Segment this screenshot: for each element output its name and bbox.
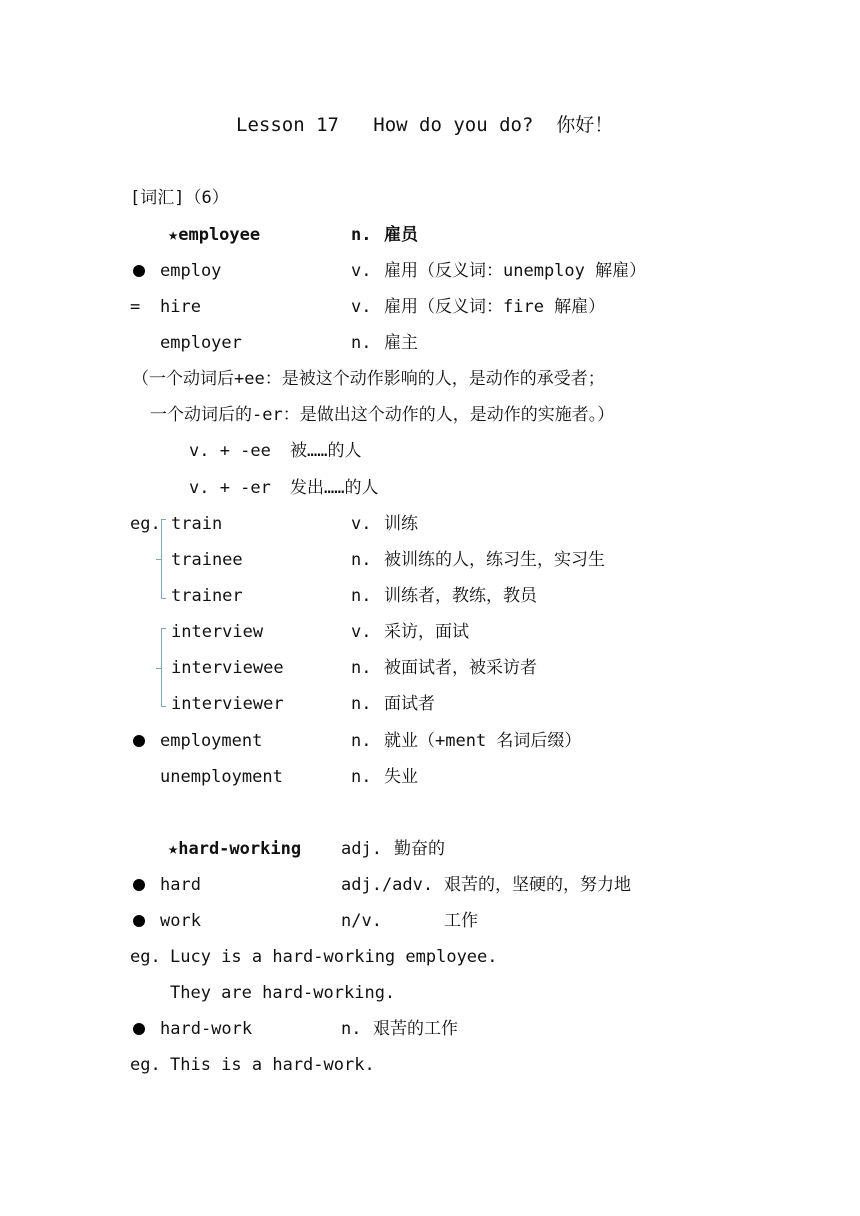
pos-interviewer: n. xyxy=(351,694,372,714)
marker-hire: = xyxy=(130,297,141,317)
headword-employee-meaning: 雇员 xyxy=(384,225,418,245)
bullet-work xyxy=(133,915,145,927)
meaning-trainer: 训练者，教练，教员 xyxy=(384,586,537,606)
meaning-employ: 雇用（反义词：unemploy 解雇） xyxy=(384,261,647,281)
meaning-employer: 雇主 xyxy=(384,333,418,353)
pos-interview: v. xyxy=(351,622,372,642)
pos-train: v. xyxy=(351,514,372,534)
note-line-1: （一个动词后+ee：是被这个动作影响的人，是动作的承受者； xyxy=(132,369,605,389)
pos-employment: n. xyxy=(351,731,372,751)
meaning-employment: 就业（+ment 名词后缀） xyxy=(384,731,582,751)
brace-tick xyxy=(161,598,166,599)
headword-employee-pos: n. xyxy=(351,225,372,245)
headword-hard-working-pos: adj. xyxy=(341,839,382,859)
meaning-unemployment: 失业 xyxy=(384,767,418,787)
pos-employ: v. xyxy=(351,261,372,281)
brace-tick xyxy=(156,559,161,560)
word-interviewee: interviewee xyxy=(171,658,284,678)
bullet-hard xyxy=(133,879,145,891)
bullet-hard-work xyxy=(133,1023,145,1035)
word-employer: employer xyxy=(160,333,242,353)
section-header: [词汇]（6） xyxy=(130,188,229,208)
meaning-hard: 艰苦的，坚硬的，努力地 xyxy=(444,875,631,895)
headword-employee: ★employee xyxy=(168,225,261,245)
brace-interview-group xyxy=(161,628,162,707)
meaning-trainee: 被训练的人，练习生，实习生 xyxy=(384,550,605,570)
example-2: They are hard-working. xyxy=(170,983,396,1003)
rule-ee-meaning: 被……的人 xyxy=(290,441,362,461)
brace-tick xyxy=(161,706,166,707)
rule-er-formula: v. + -er xyxy=(189,478,271,498)
page-title: Lesson 17 How do you do? 你好！ xyxy=(236,114,614,136)
word-work: work xyxy=(160,911,201,931)
meaning-hard-work: 艰苦的工作 xyxy=(373,1019,458,1039)
word-interview: interview xyxy=(171,622,264,642)
pos-work: n/v. xyxy=(341,911,382,931)
meaning-interview: 采访，面试 xyxy=(384,622,469,642)
word-interviewer: interviewer xyxy=(171,694,284,714)
bullet-employment xyxy=(133,735,145,747)
note-line-2: 一个动词后的-er：是做出这个动作的人，是动作的实施者。） xyxy=(150,405,615,425)
word-hard-work: hard-work xyxy=(160,1019,253,1039)
word-train: train xyxy=(171,514,223,534)
brace-train-group xyxy=(161,519,162,599)
meaning-train: 训练 xyxy=(384,514,418,534)
meaning-interviewer: 面试者 xyxy=(384,694,435,714)
meaning-work: 工作 xyxy=(444,911,478,931)
brace-tick xyxy=(161,628,166,629)
meaning-interviewee: 被面试者，被采访者 xyxy=(384,658,537,678)
pos-hire: v. xyxy=(351,297,372,317)
pos-trainee: n. xyxy=(351,550,372,570)
brace-tick xyxy=(161,519,166,520)
brace-tick xyxy=(156,668,161,669)
pos-hard: adj./adv. xyxy=(341,875,434,895)
pos-interviewee: n. xyxy=(351,658,372,678)
example-1-label: eg. xyxy=(130,947,161,967)
meaning-hire: 雇用（反义词：fire 解雇） xyxy=(384,297,606,317)
example-1: Lucy is a hard-working employee. xyxy=(170,947,498,967)
word-employ: employ xyxy=(160,261,222,281)
eg-label: eg. xyxy=(130,514,161,534)
rule-er-meaning: 发出……的人 xyxy=(290,478,379,498)
word-trainer: trainer xyxy=(171,586,243,606)
word-trainee: trainee xyxy=(171,550,243,570)
example-3: This is a hard-work. xyxy=(170,1055,375,1075)
pos-unemployment: n. xyxy=(351,767,372,787)
word-hire: hire xyxy=(160,297,201,317)
pos-hard-work: n. xyxy=(341,1019,362,1039)
bullet-employ xyxy=(133,265,145,277)
headword-hard-working: ★hard-working xyxy=(168,839,302,859)
headword-hard-working-meaning: 勤奋的 xyxy=(394,839,445,859)
pos-employer: n. xyxy=(351,333,372,353)
rule-ee-formula: v. + -ee xyxy=(189,441,271,461)
word-hard: hard xyxy=(160,875,201,895)
word-unemployment: unemployment xyxy=(160,767,283,787)
example-3-label: eg. xyxy=(130,1055,161,1075)
pos-trainer: n. xyxy=(351,586,372,606)
word-employment: employment xyxy=(160,731,263,751)
